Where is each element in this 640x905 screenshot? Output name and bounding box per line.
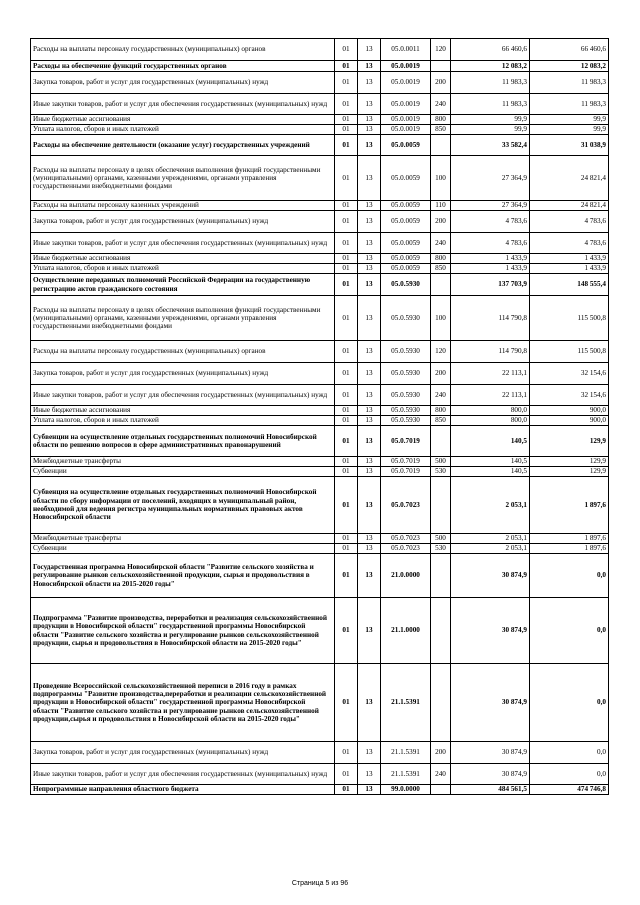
row-amount-2: 900,0 <box>530 406 609 416</box>
row-amount-2: 1 433,9 <box>530 254 609 264</box>
row-name: Проведение Всероссийской сельскохозяйственной переписи в 2016 году в рамках подпрограммы "Развитие производства,переработки и реализации сельскохозяйственной продукции в Новосибирской области" государственной программы Новосибирской области "Развитие сельского хозяйства и регулирование рынков сельскохозяйственной продукции,сырья и продовольствия в Новосибирской области на 2015-2020 годы" <box>31 664 335 742</box>
row-amount-2: 115 500,8 <box>530 296 609 341</box>
row-section: 01 <box>335 467 358 477</box>
table-row <box>31 264 609 274</box>
row-amount-1: 11 983,3 <box>451 72 530 94</box>
row-subsection: 13 <box>358 544 381 554</box>
row-subsection: 13 <box>358 554 381 598</box>
table-row <box>31 254 609 264</box>
row-target-article: 05.0.5930 <box>381 341 431 363</box>
row-subsection: 13 <box>358 201 381 211</box>
row-expense-type <box>431 477 451 534</box>
row-target-article: 05.0.0059 <box>381 156 431 201</box>
row-amount-2: 1 897,6 <box>530 544 609 554</box>
table-row <box>31 211 609 233</box>
row-target-article: 05.0.5930 <box>381 385 431 406</box>
row-subsection: 13 <box>358 211 381 233</box>
row-expense-type: 110 <box>431 201 451 211</box>
row-name: Закупка товаров, работ и услуг для государственных (муниципальных) нужд <box>31 742 335 764</box>
table-row <box>31 341 609 363</box>
row-expense-type: 120 <box>431 39 451 61</box>
table-row <box>31 156 609 201</box>
row-subsection: 13 <box>358 61 381 72</box>
row-amount-1: 1 433,9 <box>451 264 530 274</box>
row-name: Межбюджетные трансферты <box>31 534 335 544</box>
row-name: Закупка товаров, работ и услуг для государственных (муниципальных) нужд <box>31 211 335 233</box>
row-section: 01 <box>335 39 358 61</box>
row-amount-1: 11 983,3 <box>451 94 530 115</box>
row-amount-1: 4 783,6 <box>451 233 530 254</box>
table-row <box>31 274 609 296</box>
row-amount-2: 24 821,4 <box>530 201 609 211</box>
table-row <box>31 115 609 125</box>
row-expense-type <box>431 274 451 296</box>
table-row <box>31 598 609 664</box>
row-amount-1: 4 783,6 <box>451 211 530 233</box>
page-number: Страница 5 из 96 <box>291 880 349 887</box>
row-target-article: 05.0.0019 <box>381 94 431 115</box>
row-section: 01 <box>335 115 358 125</box>
row-amount-2: 0,0 <box>530 598 609 664</box>
row-amount-2: 115 500,8 <box>530 341 609 363</box>
row-name: Уплата налогов, сборов и иных платежей <box>31 416 335 426</box>
row-section: 01 <box>335 254 358 264</box>
table-row <box>31 61 609 72</box>
table-row <box>31 764 609 785</box>
row-target-article: 05.0.5930 <box>381 296 431 341</box>
row-amount-1: 22 113,1 <box>451 363 530 385</box>
row-amount-2: 1 897,6 <box>530 477 609 534</box>
row-subsection: 13 <box>358 764 381 785</box>
row-expense-type: 530 <box>431 544 451 554</box>
row-amount-1: 66 460,6 <box>451 39 530 61</box>
row-subsection: 13 <box>358 416 381 426</box>
table-row <box>31 477 609 534</box>
row-name: Расходы на выплаты персоналу казенных учреждений <box>31 201 335 211</box>
row-expense-type <box>431 598 451 664</box>
row-name: Закупка товаров, работ и услуг для государственных (муниципальных) нужд <box>31 363 335 385</box>
table-row <box>31 125 609 135</box>
row-target-article: 21.1.5391 <box>381 664 431 742</box>
row-amount-2: 0,0 <box>530 742 609 764</box>
row-name: Осуществление переданных полномочий Российской Федерации на государственную регистрацию актов гражданского состояния <box>31 274 335 296</box>
row-name: Непрограммные направления областного бюджета <box>31 785 335 795</box>
row-expense-type <box>431 785 451 795</box>
row-name: Субвенции <box>31 467 335 477</box>
row-target-article: 05.0.0059 <box>381 254 431 264</box>
row-target-article: 05.0.5930 <box>381 363 431 385</box>
row-section: 01 <box>335 477 358 534</box>
row-amount-1: 12 083,2 <box>451 61 530 72</box>
row-target-article: 05.0.7023 <box>381 534 431 544</box>
row-section: 01 <box>335 598 358 664</box>
row-expense-type <box>431 554 451 598</box>
row-subsection: 13 <box>358 785 381 795</box>
row-name: Расходы на обеспечение функций государственных органов <box>31 61 335 72</box>
row-expense-type: 800 <box>431 406 451 416</box>
row-target-article: 05.0.5930 <box>381 406 431 416</box>
row-target-article: 05.0.0059 <box>381 211 431 233</box>
row-expense-type: 800 <box>431 115 451 125</box>
row-subsection: 13 <box>358 467 381 477</box>
row-amount-2: 4 783,6 <box>530 233 609 254</box>
row-target-article: 05.0.7019 <box>381 457 431 467</box>
row-subsection: 13 <box>358 254 381 264</box>
row-subsection: 13 <box>358 426 381 457</box>
row-amount-2: 0,0 <box>530 764 609 785</box>
row-target-article: 05.0.0011 <box>381 39 431 61</box>
row-expense-type <box>431 664 451 742</box>
row-amount-2: 32 154,6 <box>530 363 609 385</box>
row-amount-2: 129,9 <box>530 426 609 457</box>
row-target-article: 21.1.0000 <box>381 598 431 664</box>
row-target-article: 05.0.0019 <box>381 61 431 72</box>
row-name: Субвенции <box>31 544 335 554</box>
table-row <box>31 135 609 156</box>
row-amount-1: 137 703,9 <box>451 274 530 296</box>
row-target-article: 05.0.7019 <box>381 426 431 457</box>
row-section: 01 <box>335 201 358 211</box>
row-amount-1: 99,9 <box>451 125 530 135</box>
row-expense-type: 200 <box>431 742 451 764</box>
table-row <box>31 406 609 416</box>
table-row <box>31 426 609 457</box>
row-subsection: 13 <box>358 664 381 742</box>
row-subsection: 13 <box>358 115 381 125</box>
table-row <box>31 534 609 544</box>
row-subsection: 13 <box>358 457 381 467</box>
row-subsection: 13 <box>358 363 381 385</box>
table-row <box>31 467 609 477</box>
row-amount-1: 30 874,9 <box>451 742 530 764</box>
row-subsection: 13 <box>358 39 381 61</box>
table-row <box>31 416 609 426</box>
row-name: Расходы на выплаты персоналу в целях обеспечения выполнения функций государственными (муниципальными) органами, казенными учреждениями, органами управления государственными внебюджетными фондами <box>31 296 335 341</box>
row-section: 01 <box>335 135 358 156</box>
row-section: 01 <box>335 296 358 341</box>
row-target-article: 99.0.0000 <box>381 785 431 795</box>
row-expense-type <box>431 135 451 156</box>
table-row <box>31 39 609 61</box>
row-section: 01 <box>335 457 358 467</box>
row-amount-1: 2 053,1 <box>451 477 530 534</box>
table-row <box>31 544 609 554</box>
row-section: 01 <box>335 61 358 72</box>
table-row <box>31 296 609 341</box>
table-row <box>31 385 609 406</box>
row-subsection: 13 <box>358 233 381 254</box>
row-name: Расходы на выплаты персоналу в целях обеспечения выполнения функций государственными (муниципальными) органами, казенными учреждениями, органами управления государственными внебюджетными фондами <box>31 156 335 201</box>
table-row <box>31 363 609 385</box>
row-target-article: 05.0.0019 <box>381 125 431 135</box>
row-name: Расходы на выплаты персоналу государственных (муниципальных) органов <box>31 341 335 363</box>
row-amount-2: 129,9 <box>530 457 609 467</box>
row-name: Иные закупки товаров, работ и услуг для обеспечения государственных (муниципальных) нужд <box>31 233 335 254</box>
row-section: 01 <box>335 264 358 274</box>
row-amount-2: 32 154,6 <box>530 385 609 406</box>
row-name: Расходы на выплаты персоналу государственных (муниципальных) органов <box>31 39 335 61</box>
row-expense-type: 120 <box>431 341 451 363</box>
budget-table <box>30 38 609 795</box>
table-body <box>31 39 609 795</box>
row-amount-2: 1 433,9 <box>530 264 609 274</box>
row-subsection: 13 <box>358 264 381 274</box>
row-subsection: 13 <box>358 742 381 764</box>
row-subsection: 13 <box>358 341 381 363</box>
row-target-article: 21.1.5391 <box>381 742 431 764</box>
row-amount-1: 2 053,1 <box>451 544 530 554</box>
row-target-article: 05.0.7023 <box>381 544 431 554</box>
row-section: 01 <box>335 363 358 385</box>
row-name: Уплата налогов, сборов и иных платежей <box>31 125 335 135</box>
row-amount-2: 474 746,8 <box>530 785 609 795</box>
row-subsection: 13 <box>358 72 381 94</box>
row-section: 01 <box>335 785 358 795</box>
row-name: Иные закупки товаров, работ и услуг для обеспечения государственных (муниципальных) нужд <box>31 385 335 406</box>
row-amount-1: 99,9 <box>451 115 530 125</box>
row-amount-1: 114 790,8 <box>451 296 530 341</box>
row-amount-1: 800,0 <box>451 406 530 416</box>
row-section: 01 <box>335 156 358 201</box>
table-row <box>31 664 609 742</box>
row-section: 01 <box>335 274 358 296</box>
row-subsection: 13 <box>358 125 381 135</box>
row-target-article: 21.1.5391 <box>381 764 431 785</box>
row-section: 01 <box>335 341 358 363</box>
table-row <box>31 201 609 211</box>
row-expense-type: 500 <box>431 457 451 467</box>
row-amount-2: 0,0 <box>530 554 609 598</box>
table-row <box>31 554 609 598</box>
row-section: 01 <box>335 125 358 135</box>
row-amount-2: 99,9 <box>530 115 609 125</box>
row-name: Уплата налогов, сборов и иных платежей <box>31 264 335 274</box>
row-section: 01 <box>335 72 358 94</box>
row-amount-1: 140,5 <box>451 426 530 457</box>
row-section: 01 <box>335 406 358 416</box>
row-name: Иные бюджетные ассигнования <box>31 406 335 416</box>
row-name: Подпрограмма "Развитие производства, переработки и реализация сельскохозяйственной продукции в Новосибирской области" государственной программы Новосибирской области "Развитие сельского хозяйства и регулирование рынков сельскохозяйственной продукции, сырья и продовольствия в Новосибирской области на 2015-2020 годы" <box>31 598 335 664</box>
row-expense-type: 100 <box>431 156 451 201</box>
row-expense-type: 200 <box>431 72 451 94</box>
row-subsection: 13 <box>358 296 381 341</box>
row-amount-2: 24 821,4 <box>530 156 609 201</box>
row-expense-type: 240 <box>431 233 451 254</box>
table-row <box>31 72 609 94</box>
row-name: Субвенции на осуществление отдельных государственных полномочий Новосибирской области по решению вопросов в сфере административных правонарушений <box>31 426 335 457</box>
row-expense-type: 240 <box>431 385 451 406</box>
row-section: 01 <box>335 534 358 544</box>
row-expense-type: 200 <box>431 363 451 385</box>
row-amount-2: 129,9 <box>530 467 609 477</box>
row-amount-2: 11 983,3 <box>530 72 609 94</box>
row-amount-1: 140,5 <box>451 457 530 467</box>
row-section: 01 <box>335 544 358 554</box>
row-amount-2: 0,0 <box>530 664 609 742</box>
row-amount-1: 33 582,4 <box>451 135 530 156</box>
row-section: 01 <box>335 764 358 785</box>
row-section: 01 <box>335 426 358 457</box>
row-amount-1: 800,0 <box>451 416 530 426</box>
row-section: 01 <box>335 233 358 254</box>
budget-page <box>30 38 608 795</box>
row-target-article: 05.0.7019 <box>381 467 431 477</box>
row-subsection: 13 <box>358 406 381 416</box>
row-target-article: 05.0.0059 <box>381 135 431 156</box>
row-subsection: 13 <box>358 598 381 664</box>
row-name: Закупка товаров, работ и услуг для государственных (муниципальных) нужд <box>31 72 335 94</box>
row-name: Иные бюджетные ассигнования <box>31 254 335 264</box>
row-subsection: 13 <box>358 274 381 296</box>
row-subsection: 13 <box>358 477 381 534</box>
row-amount-1: 30 874,9 <box>451 764 530 785</box>
row-amount-1: 30 874,9 <box>451 664 530 742</box>
row-section: 01 <box>335 742 358 764</box>
row-section: 01 <box>335 554 358 598</box>
row-amount-1: 484 561,5 <box>451 785 530 795</box>
row-amount-1: 30 874,9 <box>451 554 530 598</box>
row-expense-type: 850 <box>431 125 451 135</box>
row-target-article: 05.0.0059 <box>381 201 431 211</box>
row-section: 01 <box>335 211 358 233</box>
row-amount-1: 140,5 <box>451 467 530 477</box>
row-amount-1: 27 364,9 <box>451 156 530 201</box>
row-amount-2: 11 983,3 <box>530 94 609 115</box>
row-subsection: 13 <box>358 94 381 115</box>
row-amount-2: 99,9 <box>530 125 609 135</box>
row-amount-2: 1 897,6 <box>530 534 609 544</box>
row-expense-type: 240 <box>431 764 451 785</box>
row-subsection: 13 <box>358 385 381 406</box>
row-name: Иные закупки товаров, работ и услуг для обеспечения государственных (муниципальных) нужд <box>31 94 335 115</box>
row-expense-type: 240 <box>431 94 451 115</box>
row-name: Субвенция на осуществление отдельных государственных полномочий Новосибирской области по сбору информации от поселений, входящих в муниципальный район, необходимой для ведения регистра муниципальных нормативных правовых актов Новосибирской области <box>31 477 335 534</box>
table-row <box>31 233 609 254</box>
row-amount-1: 22 113,1 <box>451 385 530 406</box>
row-subsection: 13 <box>358 534 381 544</box>
row-subsection: 13 <box>358 156 381 201</box>
row-name: Расходы на обеспечение деятельности (оказание услуг) государственных учреждений <box>31 135 335 156</box>
row-name: Иные закупки товаров, работ и услуг для обеспечения государственных (муниципальных) нужд <box>31 764 335 785</box>
row-expense-type: 850 <box>431 264 451 274</box>
table-row <box>31 94 609 115</box>
table-row <box>31 742 609 764</box>
row-subsection: 13 <box>358 135 381 156</box>
row-target-article: 05.0.0059 <box>381 233 431 254</box>
row-target-article: 05.0.7023 <box>381 477 431 534</box>
row-amount-2: 900,0 <box>530 416 609 426</box>
row-expense-type: 800 <box>431 254 451 264</box>
row-section: 01 <box>335 385 358 406</box>
row-amount-2: 66 460,6 <box>530 39 609 61</box>
row-amount-1: 114 790,8 <box>451 341 530 363</box>
row-target-article: 05.0.5930 <box>381 274 431 296</box>
row-amount-2: 4 783,6 <box>530 211 609 233</box>
row-target-article: 05.0.0059 <box>381 264 431 274</box>
row-amount-2: 31 038,9 <box>530 135 609 156</box>
row-expense-type: 500 <box>431 534 451 544</box>
row-expense-type: 200 <box>431 211 451 233</box>
row-target-article: 05.0.0019 <box>381 72 431 94</box>
row-name: Государственная программа Новосибирской области "Развитие сельского хозяйства и регулирование рынков сельскохозяйственной продукции, сырья и продовольствия в Новосибирской области на 2015-2020 годы" <box>31 554 335 598</box>
row-target-article: 21.0.0000 <box>381 554 431 598</box>
row-amount-2: 12 083,2 <box>530 61 609 72</box>
row-expense-type: 100 <box>431 296 451 341</box>
row-expense-type: 530 <box>431 467 451 477</box>
row-target-article: 05.0.5930 <box>381 416 431 426</box>
row-amount-1: 30 874,9 <box>451 598 530 664</box>
row-section: 01 <box>335 664 358 742</box>
row-target-article: 05.0.0019 <box>381 115 431 125</box>
row-name: Иные бюджетные ассигнования <box>31 115 335 125</box>
row-amount-1: 2 053,1 <box>451 534 530 544</box>
row-expense-type: 850 <box>431 416 451 426</box>
row-expense-type <box>431 426 451 457</box>
table-row <box>31 785 609 795</box>
row-name: Межбюджетные трансферты <box>31 457 335 467</box>
row-amount-1: 1 433,9 <box>451 254 530 264</box>
row-amount-2: 148 555,4 <box>530 274 609 296</box>
row-section: 01 <box>335 94 358 115</box>
table-row <box>31 457 609 467</box>
row-expense-type <box>431 61 451 72</box>
row-amount-1: 27 364,9 <box>451 201 530 211</box>
row-section: 01 <box>335 416 358 426</box>
